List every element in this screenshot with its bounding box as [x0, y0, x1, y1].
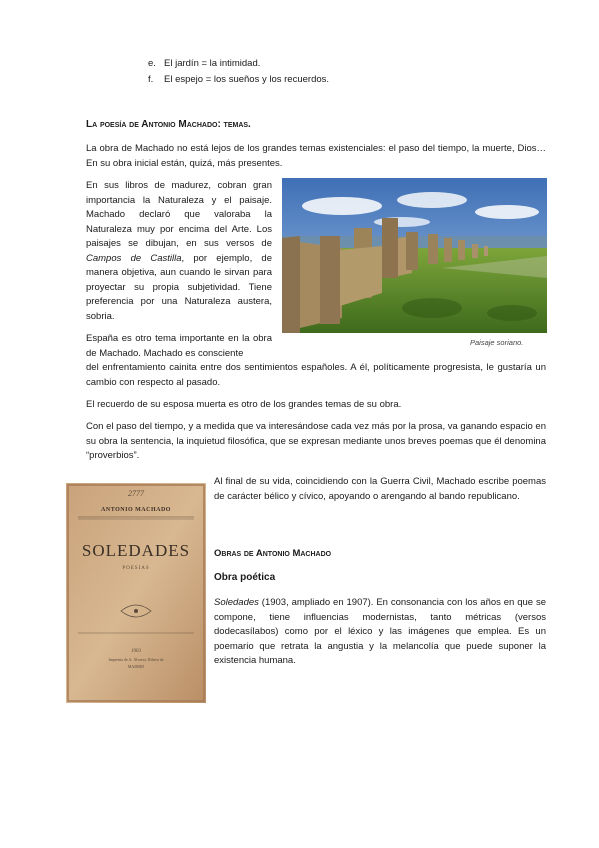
- paragraph-nature: En sus libros de madurez, cobran gran importancia la Naturaleza y el paisaje. Machado declaró que valoraba la Naturaleza muy por encima del Arte. Los paisajes se dibujan, en sus versos de Campos de Castilla, por ejemplo, de manera objetiva, aun cuando le sirvan para proyectar su propia subjetividad. Tiene preferencia por una Naturaleza austera, sobria.: [86, 180, 272, 322]
- book-title-campos: Campos de Castilla: [86, 252, 182, 264]
- soledades-cover-image: [66, 483, 206, 703]
- section-heading-obras: Obras de Antonio Machado: [214, 548, 332, 559]
- paragraph-soledades: Soledades (1903, ampliado en 1907). En consonancia con los años en que se compone, tiene influencias modernistas, tanto métricas (versos dodecasílabos) como por el léxico y las imágenes que emplea. Es un poemario que retrata la angustia y la melancolía que puede suponer la existencia humana.: [214, 597, 546, 666]
- paragraph-spain-start: España es otro tema importante en la obra de Machado. Machado es consciente: [86, 333, 272, 359]
- book-title-soledades: Soledades: [214, 597, 259, 608]
- landscape-photo: [282, 178, 547, 333]
- cover-imprint: Imprenta de A. Álvarez, Ribera de: [108, 657, 164, 662]
- list-item: e. El jardín = la intimidad.: [148, 58, 261, 69]
- cover-city: MADRID: [127, 664, 145, 669]
- cover-title: SOLEDADES: [81, 541, 191, 560]
- paragraph-wife: El recuerdo de su esposa muerta es otro de los grandes temas de su obra.: [86, 399, 402, 410]
- cover-author: ANTONIO MACHADO: [101, 507, 171, 513]
- cover-year: 1903: [131, 649, 141, 654]
- handwritten-number: 2777: [128, 489, 144, 498]
- subheading-obra-poetica: Obra poética: [214, 572, 276, 583]
- paragraph-spain-cont: del enfrentamiento cainita entre dos sentimientos españoles. A él, políticamente progresista, le gustaría un cambio con respecto al pasado.: [86, 362, 546, 388]
- paragraph-civil-war: Al final de su vida, coincidiendo con la Guerra Civil, Machado escribe poemas de carácter bélico y cívico, apoyando o arengando al bando republicano.: [214, 476, 546, 502]
- section-heading-temas: La poesía de Antonio Machado: temas.: [86, 119, 251, 130]
- paragraph-proverbs: Con el paso del tiempo, y a medida que va interesándose cada vez más por la prosa, va ganando espacio en su obra la sentencia, la inquietud filosófica, que se expresan mediante unos breves poemas que él denomina “proverbios”.: [86, 421, 546, 461]
- list-item: f. El espejo = los sueños y los recuerdos.: [148, 74, 330, 85]
- photo-caption: Paisaje soriano.: [470, 338, 524, 347]
- symbol-list: [148, 56, 329, 88]
- paragraph-existential-themes: La obra de Machado no está lejos de los grandes temas existenciales: el paso del tiempo, la muerte, Dios… En su obra inicial están, quizá, más presentes.: [86, 143, 546, 169]
- book-cover-background: [66, 483, 206, 703]
- cover-subtitle: POESIAS: [122, 566, 150, 571]
